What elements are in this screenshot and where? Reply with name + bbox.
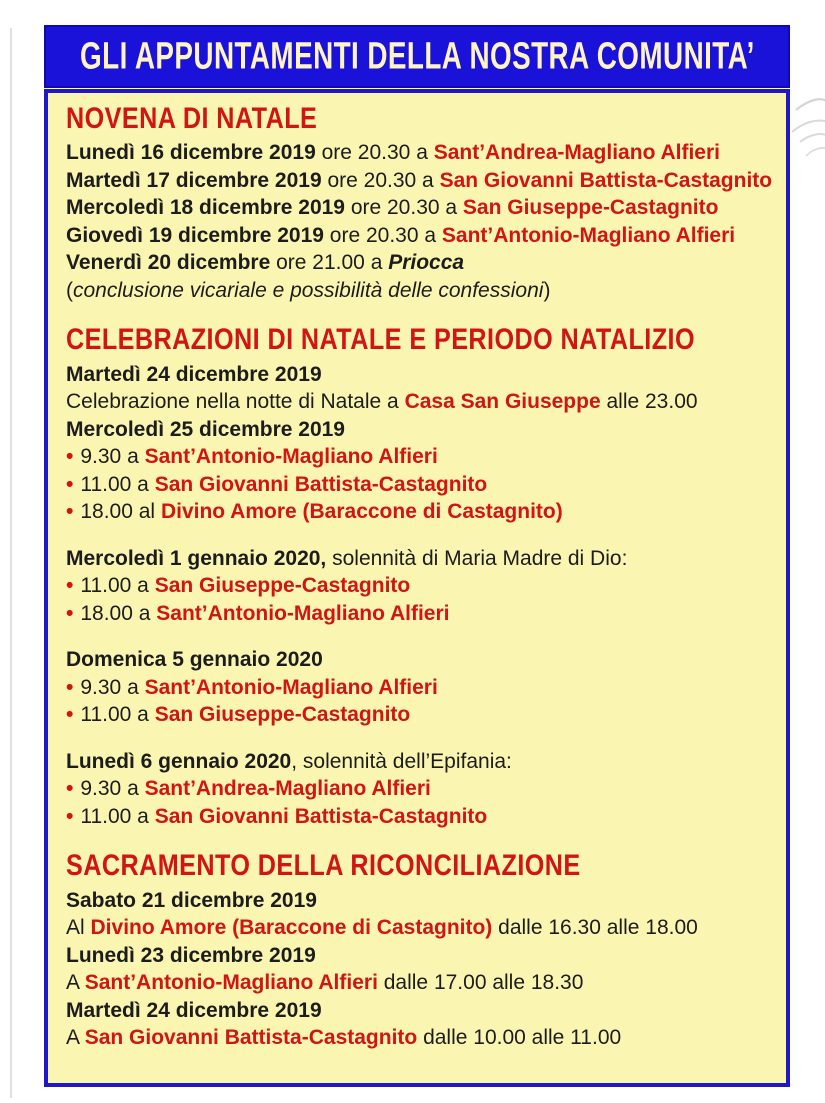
location-name: San Giovanni Battista-Castagnito — [154, 804, 488, 828]
location-name: Sant’Antonio-Magliano Alfieri — [144, 675, 438, 699]
schedule-line — [66, 803, 768, 831]
text-segment: , solennità dell’Epifania: — [291, 749, 512, 773]
bullet-icon: • — [66, 601, 74, 625]
text-segment: Domenica 5 gennaio 2020 — [66, 648, 323, 672]
text-segment: 11.00 a — [80, 574, 155, 598]
text-segment: dalle 17.00 alle 18.30 — [377, 971, 584, 995]
text-segment: solennità di Maria Madre di Dio: — [326, 546, 628, 570]
text-segment: dalle 10.00 alle 11.00 — [417, 1026, 622, 1050]
location-name: San Giovanni Battista-Castagnito — [84, 1026, 418, 1050]
schedule-line — [66, 167, 773, 195]
section-heading: CELEBRAZIONI DI NATALE E PERIODO NATALIZIO — [66, 323, 695, 357]
blank-line — [66, 729, 768, 748]
text-segment: A — [66, 971, 85, 995]
schedule-line — [66, 701, 768, 729]
text-segment: Lunedì 23 dicembre 2019 — [66, 943, 316, 967]
content-box — [44, 89, 790, 1087]
text-segment: conclusione vicariale e possibilità delle confessioni — [73, 278, 544, 302]
text-segment: Martedì 24 dicembre 2019 — [66, 362, 322, 386]
bullet-icon: • — [66, 472, 74, 496]
schedule-line — [66, 775, 768, 803]
text-segment: Martedì 24 dicembre 2019 — [66, 998, 322, 1022]
text-segment: ore 20.30 a — [321, 168, 440, 192]
schedule-line — [66, 1024, 768, 1052]
schedule-line — [66, 646, 768, 674]
schedule-line — [66, 361, 768, 389]
bullet-icon: • — [66, 574, 74, 598]
text-segment: Priocca — [388, 251, 465, 275]
schedule-line — [66, 222, 768, 250]
bullet-icon: • — [66, 804, 74, 828]
location-name: Divino Amore (Baraccone di Castagnito) — [160, 500, 563, 524]
text-segment: 18.00 a — [80, 601, 157, 625]
text-segment: 11.00 a — [80, 804, 155, 828]
schedule-line — [66, 498, 768, 526]
text-segment: ore 21.00 a — [270, 251, 389, 275]
schedule-line — [66, 914, 768, 942]
schedule-line — [66, 388, 768, 416]
text-segment: Giovedì 19 dicembre 2019 — [66, 223, 324, 247]
text-segment: ) — [543, 278, 551, 302]
scan-artifact-line — [10, 28, 12, 1098]
title-banner — [44, 25, 790, 88]
text-segment: 11.00 a — [80, 472, 155, 496]
bullet-icon: • — [66, 675, 74, 699]
section-2 — [66, 848, 768, 1051]
schedule-line — [66, 249, 768, 277]
schedule-line — [66, 942, 768, 970]
section-heading: SACRAMENTO DELLA RICONCILIAZIONE — [66, 849, 581, 883]
location-name: San Giovanni Battista-Castagnito — [154, 472, 488, 496]
text-segment: Lunedì 6 gennaio 2020 — [66, 749, 292, 773]
location-name: San Giovanni Battista-Castagnito — [439, 168, 773, 192]
text-segment: Lunedì 16 dicembre 2019 — [66, 141, 316, 165]
blank-line — [66, 526, 768, 545]
text-segment: Mercoledì 25 dicembre 2019 — [66, 417, 345, 441]
text-segment: A — [66, 1026, 85, 1050]
text-segment: Sabato 21 dicembre 2019 — [66, 888, 317, 912]
text-segment: Venerdì 20 dicembre — [66, 251, 271, 275]
schedule-line — [66, 969, 768, 997]
location-name: Sant’Antonio-Magliano Alfieri — [144, 445, 438, 469]
schedule-line — [66, 545, 768, 573]
bullet-icon: • — [66, 445, 74, 469]
schedule-line — [66, 194, 768, 222]
location-name: Sant’Andrea-Magliano Alfieri — [433, 141, 720, 165]
text-segment: dalle 16.30 alle 18.00 — [492, 916, 698, 940]
bullet-icon: • — [66, 500, 74, 524]
text-segment: ore 20.30 a — [344, 196, 463, 220]
section-0 — [66, 101, 773, 304]
text-segment: Martedì 17 dicembre 2019 — [66, 168, 322, 192]
text-segment: 9.30 a — [80, 445, 145, 469]
location-name: Divino Amore (Baraccone di Castagnito) — [90, 916, 493, 940]
bullet-icon: • — [66, 703, 74, 727]
text-segment: ore 20.30 a — [323, 223, 442, 247]
text-segment: ore 20.30 a — [315, 141, 434, 165]
pencil-squiggle-icon — [788, 92, 825, 182]
section-1 — [66, 322, 768, 830]
bullet-icon: • — [66, 777, 74, 801]
schedule-line — [66, 748, 768, 776]
page-title: GLI APPUNTAMENTI DELLA NOSTRA COMUNITA’ — [79, 34, 755, 78]
location-name: Casa San Giuseppe — [404, 390, 601, 414]
blank-line — [66, 627, 768, 646]
schedule-line — [66, 277, 768, 305]
schedule-line — [66, 572, 768, 600]
schedule-line — [66, 443, 768, 471]
text-segment: Mercoledì 1 gennaio 2020, — [66, 546, 327, 570]
location-name: San Giuseppe-Castagnito — [462, 196, 719, 220]
text-segment: Mercoledì 18 dicembre 2019 — [66, 196, 345, 220]
schedule-line — [66, 600, 768, 628]
text-segment: 18.00 al — [80, 500, 161, 524]
text-segment: Al — [66, 916, 91, 940]
location-name: Sant’Antonio-Magliano Alfieri — [84, 971, 378, 995]
schedule-line — [66, 674, 768, 702]
schedule-line — [66, 139, 768, 167]
location-name: Sant’Andrea-Magliano Alfieri — [144, 777, 431, 801]
schedule-line — [66, 471, 768, 499]
location-name: Sant’Antonio-Magliano Alfieri — [156, 601, 450, 625]
text-segment: 11.00 a — [80, 703, 155, 727]
schedule-line — [66, 416, 768, 444]
schedule-line — [66, 887, 768, 915]
text-segment: alle 23.00 — [600, 390, 698, 414]
text-segment: ( — [66, 278, 73, 302]
location-name: San Giuseppe-Castagnito — [154, 574, 411, 598]
location-name: Sant’Antonio-Magliano Alfieri — [441, 223, 736, 247]
location-name: San Giuseppe-Castagnito — [154, 703, 411, 727]
text-segment: Celebrazione nella notte di Natale a — [66, 390, 405, 414]
text-segment: 9.30 a — [80, 777, 145, 801]
section-heading: NOVENA DI NATALE — [66, 102, 318, 135]
schedule-line — [66, 997, 768, 1025]
text-segment: 9.30 a — [80, 675, 145, 699]
